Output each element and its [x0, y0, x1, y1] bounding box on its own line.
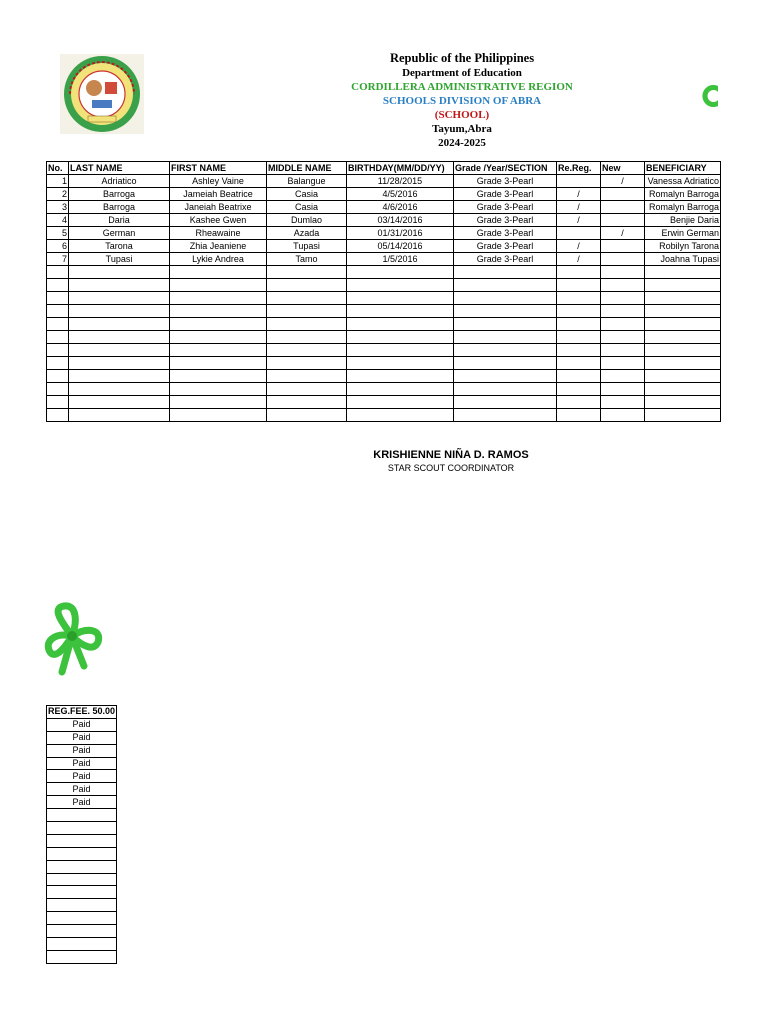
- table-cell: [601, 266, 645, 279]
- table-cell: [454, 266, 557, 279]
- table-cell: Janeiah Beatrixe: [170, 201, 267, 214]
- table-row: [47, 227, 721, 240]
- table-cell: [645, 344, 721, 357]
- table-cell: [267, 266, 347, 279]
- table-cell: [557, 175, 601, 188]
- empty-fee-row: [47, 873, 117, 886]
- table-cell: [601, 396, 645, 409]
- table-cell: [645, 370, 721, 383]
- table-row: [47, 201, 721, 214]
- fee-status-cell: Paid: [47, 731, 117, 744]
- table-cell: [170, 318, 267, 331]
- coordinator-name: KRISHIENNE NIÑA D. RAMOS: [373, 449, 529, 461]
- fee-row: [47, 718, 117, 731]
- table-cell: [267, 331, 347, 344]
- table-cell: [47, 331, 69, 344]
- empty-fee-row: [47, 925, 117, 938]
- table-cell: [170, 344, 267, 357]
- table-cell: [47, 266, 69, 279]
- table-cell: [69, 409, 170, 422]
- table-cell: Dumlao: [267, 214, 347, 227]
- roster-header-row: [47, 162, 721, 175]
- table-cell: Ashley Vaine: [170, 175, 267, 188]
- table-cell: [601, 214, 645, 227]
- table-cell: 7: [47, 253, 69, 266]
- fee-row: [47, 757, 117, 770]
- table-cell: Robilyn Tarona: [645, 240, 721, 253]
- table-cell: [557, 370, 601, 383]
- fee-status-cell: [47, 834, 117, 847]
- fee-status-cell: Paid: [47, 718, 117, 731]
- table-cell: [645, 383, 721, 396]
- empty-table-row: [47, 383, 721, 396]
- table-cell: [69, 305, 170, 318]
- table-cell: [557, 305, 601, 318]
- empty-table-row: [47, 266, 721, 279]
- table-cell: /: [557, 253, 601, 266]
- table-cell: [69, 292, 170, 305]
- empty-table-row: [47, 344, 721, 357]
- column-header: New: [601, 162, 645, 175]
- fee-row: [47, 796, 117, 809]
- column-header: FIRST NAME: [170, 162, 267, 175]
- table-cell: 4/6/2016: [347, 201, 454, 214]
- document-header: [300, 50, 624, 150]
- table-cell: [47, 318, 69, 331]
- table-cell: [267, 357, 347, 370]
- table-cell: [454, 357, 557, 370]
- table-cell: [47, 279, 69, 292]
- table-cell: Casia: [267, 201, 347, 214]
- empty-fee-row: [47, 809, 117, 822]
- empty-fee-row: [47, 822, 117, 835]
- table-cell: [347, 305, 454, 318]
- table-cell: [454, 318, 557, 331]
- table-cell: [454, 396, 557, 409]
- table-cell: Grade 3-Pearl: [454, 175, 557, 188]
- fee-status-cell: [47, 809, 117, 822]
- table-row: [47, 175, 721, 188]
- fee-status-cell: [47, 886, 117, 899]
- table-cell: Balangue: [267, 175, 347, 188]
- empty-fee-row: [47, 950, 117, 963]
- table-cell: [69, 344, 170, 357]
- table-cell: Romalyn Barroga: [645, 188, 721, 201]
- table-cell: [557, 409, 601, 422]
- fee-status-cell: [47, 950, 117, 963]
- table-cell: [557, 292, 601, 305]
- table-cell: [69, 370, 170, 383]
- table-cell: [557, 357, 601, 370]
- fee-row: [47, 731, 117, 744]
- table-cell: [347, 331, 454, 344]
- column-header: BIRTHDAY(MM/DD/YY): [347, 162, 454, 175]
- table-cell: Tupasi: [267, 240, 347, 253]
- table-cell: [601, 344, 645, 357]
- table-cell: [170, 279, 267, 292]
- fee-status-cell: Paid: [47, 796, 117, 809]
- table-cell: [454, 305, 557, 318]
- table-cell: [601, 240, 645, 253]
- ribbon-icon: [42, 602, 106, 678]
- table-row: [47, 214, 721, 227]
- table-cell: /: [601, 227, 645, 240]
- reg-fee-header: REG.FEE. 50.00: [48, 706, 116, 717]
- table-cell: /: [601, 175, 645, 188]
- table-cell: [347, 292, 454, 305]
- empty-table-row: [47, 279, 721, 292]
- table-cell: [170, 383, 267, 396]
- table-cell: 6: [47, 240, 69, 253]
- table-cell: [601, 370, 645, 383]
- table-cell: Azada: [267, 227, 347, 240]
- table-cell: Grade 3-Pearl: [454, 201, 557, 214]
- table-cell: Barroga: [69, 188, 170, 201]
- table-cell: [267, 279, 347, 292]
- table-cell: [601, 357, 645, 370]
- table-cell: Vanessa Adriatico: [645, 175, 721, 188]
- table-cell: [645, 266, 721, 279]
- table-cell: [645, 396, 721, 409]
- table-cell: German: [69, 227, 170, 240]
- header-region: CORDILLERA ADMINISTRATIVE REGION: [351, 81, 573, 93]
- header-department: Department of Education: [402, 67, 522, 79]
- table-cell: Joahna Tupasi: [645, 253, 721, 266]
- column-header: MIDDLE NAME: [267, 162, 347, 175]
- table-cell: [47, 370, 69, 383]
- table-cell: 4: [47, 214, 69, 227]
- table-cell: [454, 409, 557, 422]
- table-row: [47, 188, 721, 201]
- table-cell: 11/28/2015: [347, 175, 454, 188]
- table-cell: /: [557, 214, 601, 227]
- table-cell: 05/14/2016: [347, 240, 454, 253]
- table-cell: [47, 305, 69, 318]
- table-cell: [557, 318, 601, 331]
- table-cell: [454, 344, 557, 357]
- table-cell: [601, 331, 645, 344]
- column-header: No.: [47, 162, 69, 175]
- table-cell: Grade 3-Pearl: [454, 240, 557, 253]
- empty-table-row: [47, 331, 721, 344]
- table-cell: [601, 188, 645, 201]
- fee-status-cell: [47, 912, 117, 925]
- table-cell: /: [557, 188, 601, 201]
- table-cell: [601, 383, 645, 396]
- table-cell: Grade 3-Pearl: [454, 188, 557, 201]
- table-cell: [557, 331, 601, 344]
- table-cell: [645, 331, 721, 344]
- table-cell: Adriatico: [69, 175, 170, 188]
- table-cell: [557, 344, 601, 357]
- fee-status-cell: [47, 873, 117, 886]
- table-cell: [267, 344, 347, 357]
- table-cell: [347, 409, 454, 422]
- table-cell: [347, 279, 454, 292]
- table-cell: [47, 292, 69, 305]
- header-republic: Republic of the Philippines: [389, 51, 535, 65]
- table-cell: [601, 279, 645, 292]
- table-cell: [347, 266, 454, 279]
- header-division: SCHOOLS DIVISION OF ABRA: [382, 95, 542, 107]
- table-cell: [170, 370, 267, 383]
- table-cell: [267, 396, 347, 409]
- table-cell: [267, 383, 347, 396]
- empty-fee-row: [47, 938, 117, 951]
- table-cell: [69, 279, 170, 292]
- table-cell: [645, 305, 721, 318]
- table-cell: [454, 292, 557, 305]
- table-cell: [267, 370, 347, 383]
- empty-table-row: [47, 396, 721, 409]
- table-row: [47, 253, 721, 266]
- table-cell: 2: [47, 188, 69, 201]
- table-cell: [557, 383, 601, 396]
- table-cell: 3: [47, 201, 69, 214]
- column-header: LAST NAME: [69, 162, 170, 175]
- fee-row: [47, 783, 117, 796]
- table-cell: [69, 383, 170, 396]
- table-cell: Tupasi: [69, 253, 170, 266]
- table-cell: Casia: [267, 188, 347, 201]
- table-cell: [557, 266, 601, 279]
- table-cell: [347, 370, 454, 383]
- empty-fee-row: [47, 847, 117, 860]
- empty-fee-row: [47, 886, 117, 899]
- fee-status-cell: [47, 938, 117, 951]
- table-cell: [347, 318, 454, 331]
- table-cell: Zhia Jeaniene: [170, 240, 267, 253]
- table-cell: [557, 279, 601, 292]
- fee-status-cell: [47, 925, 117, 938]
- fee-status-cell: [47, 899, 117, 912]
- roster-table: [46, 161, 721, 422]
- table-cell: [601, 409, 645, 422]
- table-cell: [645, 292, 721, 305]
- fee-status-cell: Paid: [47, 744, 117, 757]
- signature-block: [330, 448, 572, 474]
- table-cell: [170, 357, 267, 370]
- empty-fee-row: [47, 860, 117, 873]
- fee-row: [47, 770, 117, 783]
- table-cell: 03/14/2016: [347, 214, 454, 227]
- empty-table-row: [47, 370, 721, 383]
- table-cell: [347, 357, 454, 370]
- table-cell: /: [557, 240, 601, 253]
- table-cell: [454, 279, 557, 292]
- table-cell: [347, 344, 454, 357]
- table-cell: [267, 292, 347, 305]
- table-cell: [557, 227, 601, 240]
- column-header: BENEFICIARY: [645, 162, 721, 175]
- table-cell: [645, 279, 721, 292]
- fee-status-cell: [47, 847, 117, 860]
- table-cell: Lykie Andrea: [170, 253, 267, 266]
- empty-table-row: [47, 409, 721, 422]
- table-cell: [267, 409, 347, 422]
- table-cell: [170, 396, 267, 409]
- table-row: [47, 240, 721, 253]
- table-cell: [645, 318, 721, 331]
- coordinator-title: STAR SCOUT COORDINATOR: [387, 463, 515, 473]
- table-cell: [645, 409, 721, 422]
- table-cell: [47, 396, 69, 409]
- empty-table-row: [47, 305, 721, 318]
- header-school: (SCHOOL): [434, 109, 490, 121]
- empty-table-row: [47, 318, 721, 331]
- fee-status-cell: [47, 822, 117, 835]
- table-cell: Benjie Daria: [645, 214, 721, 227]
- table-cell: 4/5/2016: [347, 188, 454, 201]
- table-cell: [347, 396, 454, 409]
- table-cell: [47, 344, 69, 357]
- table-cell: Romalyn Barroga: [645, 201, 721, 214]
- table-cell: Tamo: [267, 253, 347, 266]
- table-cell: Barroga: [69, 201, 170, 214]
- column-header: Grade /Year/SECTION: [454, 162, 557, 175]
- table-cell: [170, 292, 267, 305]
- table-cell: Grade 3-Pearl: [454, 253, 557, 266]
- table-cell: [47, 383, 69, 396]
- table-cell: Grade 3-Pearl: [454, 214, 557, 227]
- table-cell: [601, 292, 645, 305]
- table-cell: [170, 331, 267, 344]
- table-cell: Grade 3-Pearl: [454, 227, 557, 240]
- table-cell: 5: [47, 227, 69, 240]
- table-cell: [557, 396, 601, 409]
- crescent-icon: [700, 82, 722, 110]
- table-cell: [601, 318, 645, 331]
- table-cell: Rheawaine: [170, 227, 267, 240]
- column-header: Re.Reg.: [557, 162, 601, 175]
- table-cell: /: [557, 201, 601, 214]
- header-location: Tayum,Abra: [432, 123, 492, 135]
- table-cell: Daria: [69, 214, 170, 227]
- empty-fee-row: [47, 899, 117, 912]
- table-cell: [454, 370, 557, 383]
- table-cell: 1/5/2016: [347, 253, 454, 266]
- table-cell: [47, 409, 69, 422]
- table-cell: [170, 305, 267, 318]
- empty-fee-row: [47, 912, 117, 925]
- table-cell: Tarona: [69, 240, 170, 253]
- table-cell: Jameiah Beatrice: [170, 188, 267, 201]
- empty-table-row: [47, 292, 721, 305]
- table-cell: [347, 383, 454, 396]
- table-cell: [170, 409, 267, 422]
- table-cell: [454, 383, 557, 396]
- table-cell: [645, 357, 721, 370]
- fee-status-cell: Paid: [47, 770, 117, 783]
- table-cell: [69, 331, 170, 344]
- table-cell: [170, 266, 267, 279]
- fee-status-cell: [47, 860, 117, 873]
- header-school-year: 2024-2025: [438, 137, 486, 149]
- table-cell: 1: [47, 175, 69, 188]
- table-cell: [69, 396, 170, 409]
- table-cell: 01/31/2016: [347, 227, 454, 240]
- fee-status-cell: Paid: [47, 783, 117, 796]
- table-cell: [601, 253, 645, 266]
- table-cell: Erwin German: [645, 227, 721, 240]
- table-cell: [267, 305, 347, 318]
- table-cell: [47, 357, 69, 370]
- table-cell: [454, 331, 557, 344]
- table-cell: [69, 266, 170, 279]
- school-seal-icon: [60, 54, 144, 134]
- table-cell: [267, 318, 347, 331]
- fee-status-cell: Paid: [47, 757, 117, 770]
- table-cell: [601, 305, 645, 318]
- table-cell: [601, 201, 645, 214]
- table-cell: [69, 357, 170, 370]
- empty-fee-row: [47, 834, 117, 847]
- reg-fee-table: [46, 705, 117, 964]
- fee-row: [47, 744, 117, 757]
- table-cell: Kashee Gwen: [170, 214, 267, 227]
- table-cell: [69, 318, 170, 331]
- empty-table-row: [47, 357, 721, 370]
